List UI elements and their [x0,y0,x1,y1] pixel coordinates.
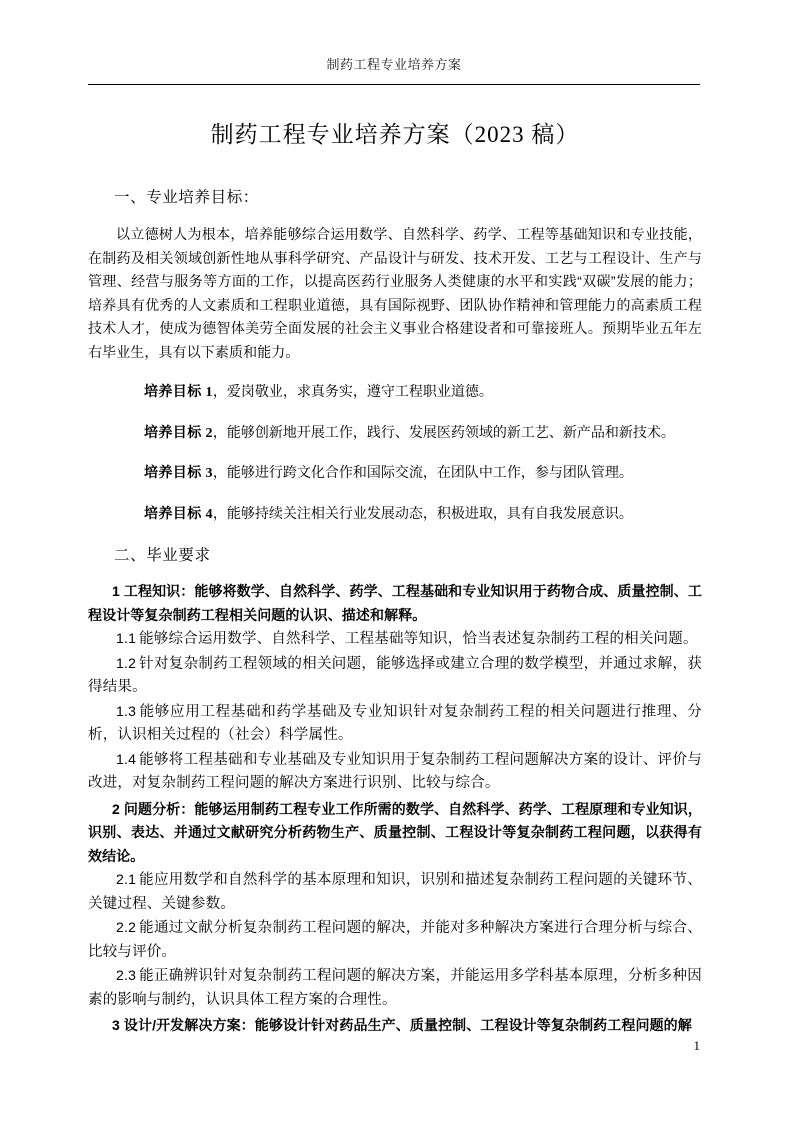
sub-item-number: 2.2 [116,919,137,935]
header-rule [88,84,700,85]
requirement-sub-item [88,748,702,796]
running-header: 制药工程专业培养方案 [326,57,462,72]
page-title: 制药工程专业培养方案（2023 稿） [210,122,580,147]
goal-text: ，能够创新地开展工作，践行、发展医药领域的新工艺、新产品和新技术。 [212,423,675,440]
goal-label: 培养目标 2 [144,425,213,441]
requirement-sub-item [88,627,702,652]
sub-item-number: 2.3 [116,967,137,983]
sub-item-text: 针对复杂制药工程领域的相关问题，能够选择或建立合理的数学模型，并通过求解，获得结果。 [88,655,702,695]
sub-item-number: 1.3 [116,702,137,719]
objectives-goal-list [88,380,702,526]
sub-item-text: 能够综合运用数学、自然科学、工程基础等知识，恰当表述复杂制药工程的相关问题。 [139,631,698,647]
section-heading-requirements: 二、毕业要求 [114,547,211,564]
section-heading-objectives: 一、专业培养目标： [114,189,259,206]
sub-item-text: 能够应用工程基础和药学基础及专业知识针对复杂制药工程的相关问题进行推理、分析，认识相关过程的（社会）科学属性。 [88,703,702,743]
requirement-heading: 2 问题分析：能够运用制药工程专业工作所需的数学、自然科学、药学、工程原理和专业知识，识别、表达、并通过文献研究分析药物生产、质量控制、工程设计等复杂制药工程问题，以获得有效结论。 [88,800,702,864]
sub-item-text: 能通过文献分析复杂制药工程问题的解决，并能对多种解决方案进行合理分析与综合、比较与评价。 [88,920,702,960]
requirement-heading: 3 设计/开发解决方案：能够设计针对药品生产、质量控制、工程设计等复杂制药工程问题的解 [112,1017,692,1033]
sub-item-text: 能够将工程基础和专业基础及专业知识用于复杂制药工程问题解决方案的设计、评价与改进，对复杂制药工程问题的解决方案进行识别、比较与综合。 [88,751,702,791]
goal-label: 培养目标 4 [144,506,213,522]
sub-item-number: 2.1 [116,871,137,887]
goal-text: ，爱岗敬业，求真务实，遵守工程职业道德。 [212,383,493,399]
requirement-sub-item [88,868,702,916]
sub-item-text: 能正确辨识针对复杂制药工程问题的解决方案，并能运用多学科基本原理，分析多种因素的影响与制约，认识具体工程方案的合理性。 [88,968,702,1008]
requirement-sub-item [88,652,702,700]
goal-item [88,421,702,446]
goal-text: ，能够持续关注相关行业发展动态，积极进取，具有自我发展意识。 [212,504,633,521]
goal-item [88,461,702,486]
sub-item-number: 1.2 [116,654,137,671]
requirement-sub-item [88,916,702,964]
objectives-intro-paragraph: 以立德树人为根本，培养能够综合运用数学、自然科学、药学、工程等基础知识和专业技能，在制药及相关领域创新性地从事科学研究、产品设计与研发、技术开发、工艺与工程设计、生产与管理、经营与服务等方面的工作，以提高医药行业服务人类健康的水平和实践“双碳”发展的能力；培养具有优秀的人文素质和工程职业道德，具有国际视野、团队协作精神和管理能力的高素质工程技术人才，使成为德智体美劳全面发展的社会主义事业合格建设者和可靠接班人。预期毕业五年左右毕业生，具有以下素质和能力。 [88,226,702,360]
requirement-sub-item [88,964,702,1012]
goal-label: 培养目标 3 [144,466,213,481]
document-content [88,104,702,1038]
goal-label: 培养目标 1 [144,385,213,400]
requirement-heading: 1 工程知识：能够将数学、自然科学、药学、工程基础和专业知识用于药物合成、质量控制、工程设计等复杂制药工程相关问题的认识、描述和解释。 [88,583,702,623]
goal-item [88,502,702,527]
page-number: 1 [693,1038,700,1053]
goal-item [88,380,702,405]
goal-text: ，能够进行跨文化合作和国际交流，在团队中工作，参与团队管理。 [212,464,633,480]
requirement-sub-item [88,700,702,748]
sub-item-number: 1.4 [116,750,137,767]
sub-item-text: 能应用数学和自然科学的基本原理和知识，识别和描述复杂制药工程问题的关键环节、关键过程、关键参数。 [88,872,702,912]
sub-item-number: 1.1 [116,630,137,646]
